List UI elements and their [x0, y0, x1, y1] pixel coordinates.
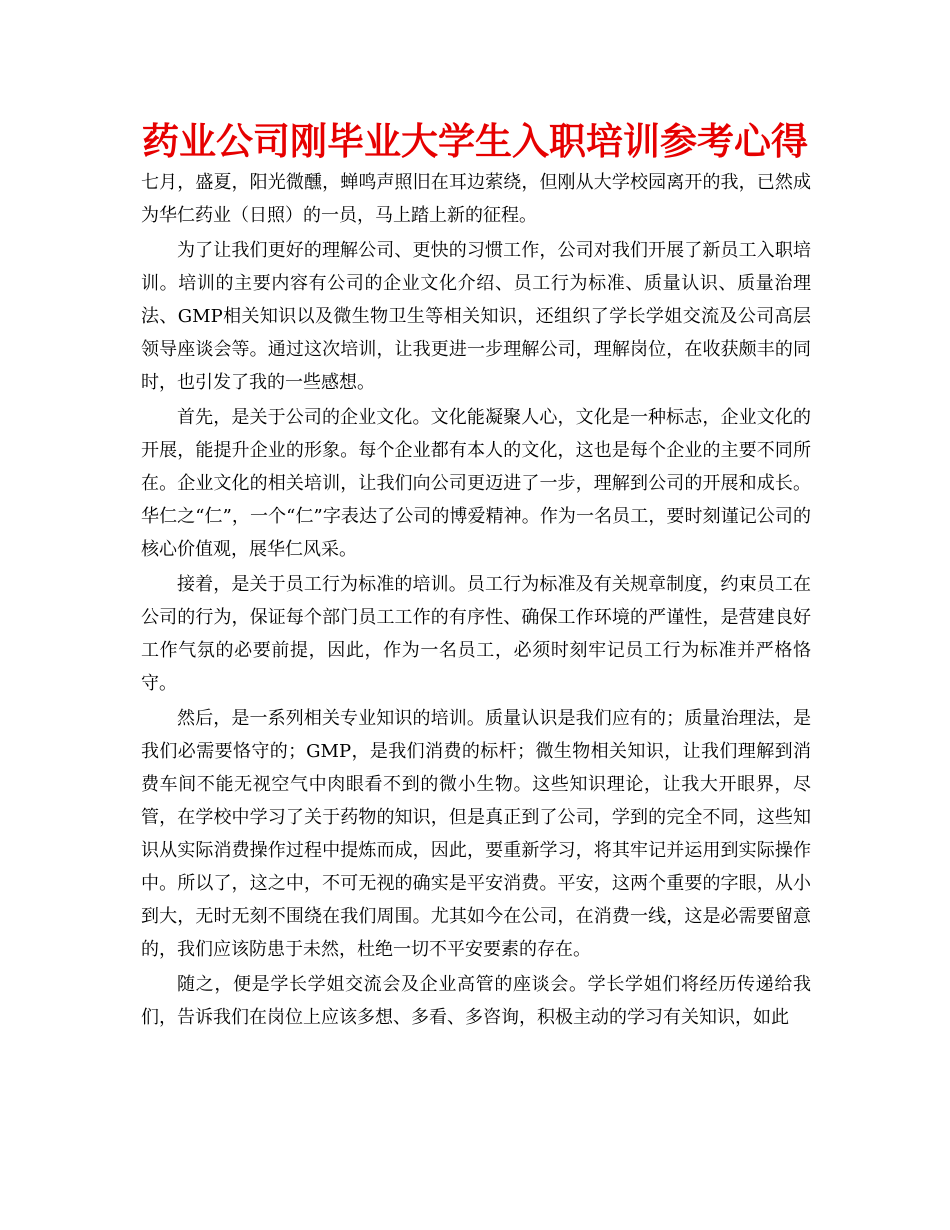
document-body [141, 166, 811, 1036]
paragraph-training-overview: 为了让我们更好的理解公司、更快的习惯工作，公司对我们开展了新员工入职培训。培训的主要内容有公司的企业文化介绍、员工行为标准、质量认识、质量治理法、GMP相关知识以及微生物卫生等相关知识，还组织了学长学姐交流及公司高层领导座谈会等。通过这次培训，让我更进一步理解公司，理解岗位，在收获颇丰的同时，也引发了我的一些感想。 [141, 240, 811, 393]
paragraph-behavior-standards: 接着，是关于员工行为标准的培训。员工行为标准及有关规章制度，约束员工在公司的行为，保证每个部门员工工作的有序性、确保工作环境的严谨性，是营建良好工作气氛的必要前提，因此，作为一名员工，必须时刻牢记员工行为标准并严格恪守。 [141, 574, 811, 694]
document-title: 药业公司刚毕业大学生入职培训参考心得 [142, 120, 808, 163]
paragraph-corporate-culture: 首先，是关于公司的企业文化。文化能凝聚人心，文化是一种标志，企业文化的开展，能提升企业的形象。每个企业都有本人的文化，这也是每个企业的主要不同所在。企业文化的相关培训，让我们向公司更迈进了一步，理解到公司的开展和成长。华仁之“仁”，一个“仁”字表达了公司的博爱精神。作为一名员工，要时刻谨记公司的核心价值观，展华仁风采。 [141, 407, 811, 560]
paragraph-intro: 七月，盛夏，阳光微醺，蝉鸣声照旧在耳边萦绕，但刚从大学校园离开的我，已然成为华仁药业（日照）的一员，马上踏上新的征程。 [141, 172, 811, 226]
paragraph-alumni-exchange: 随之，便是学长学姐交流会及企业高管的座谈会。学长学姐们将经历传递给我们，告诉我们在岗位上应该多想、多看、多咨询，积极主动的学习有关知识，如此 [141, 974, 811, 1028]
paragraph-professional-knowledge: 然后，是一系列相关专业知识的培训。质量认识是我们应有的；质量治理法，是我们必需要恪守的；GMP，是我们消费的标杆；微生物相关知识，让我们理解到消费车间不能无视空气中肉眼看不到的微小生物。这些知识理论，让我大开眼界，尽管，在学校中学习了关于药物的知识，但是真正到了公司，学到的完全不同，这些知识从实际消费操作过程中提炼而成，因此，要重新学习，将其牢记并运用到实际操作中。所以了，这之中，不可无视的确实是平安消费。平安，这两个重要的字眼，从小到大，无时无刻不围绕在我们周围。尤其如今在公司，在消费一线，这是必需要留意的，我们应该防患于未然，杜绝一切不平安要素的存在。 [141, 708, 811, 960]
